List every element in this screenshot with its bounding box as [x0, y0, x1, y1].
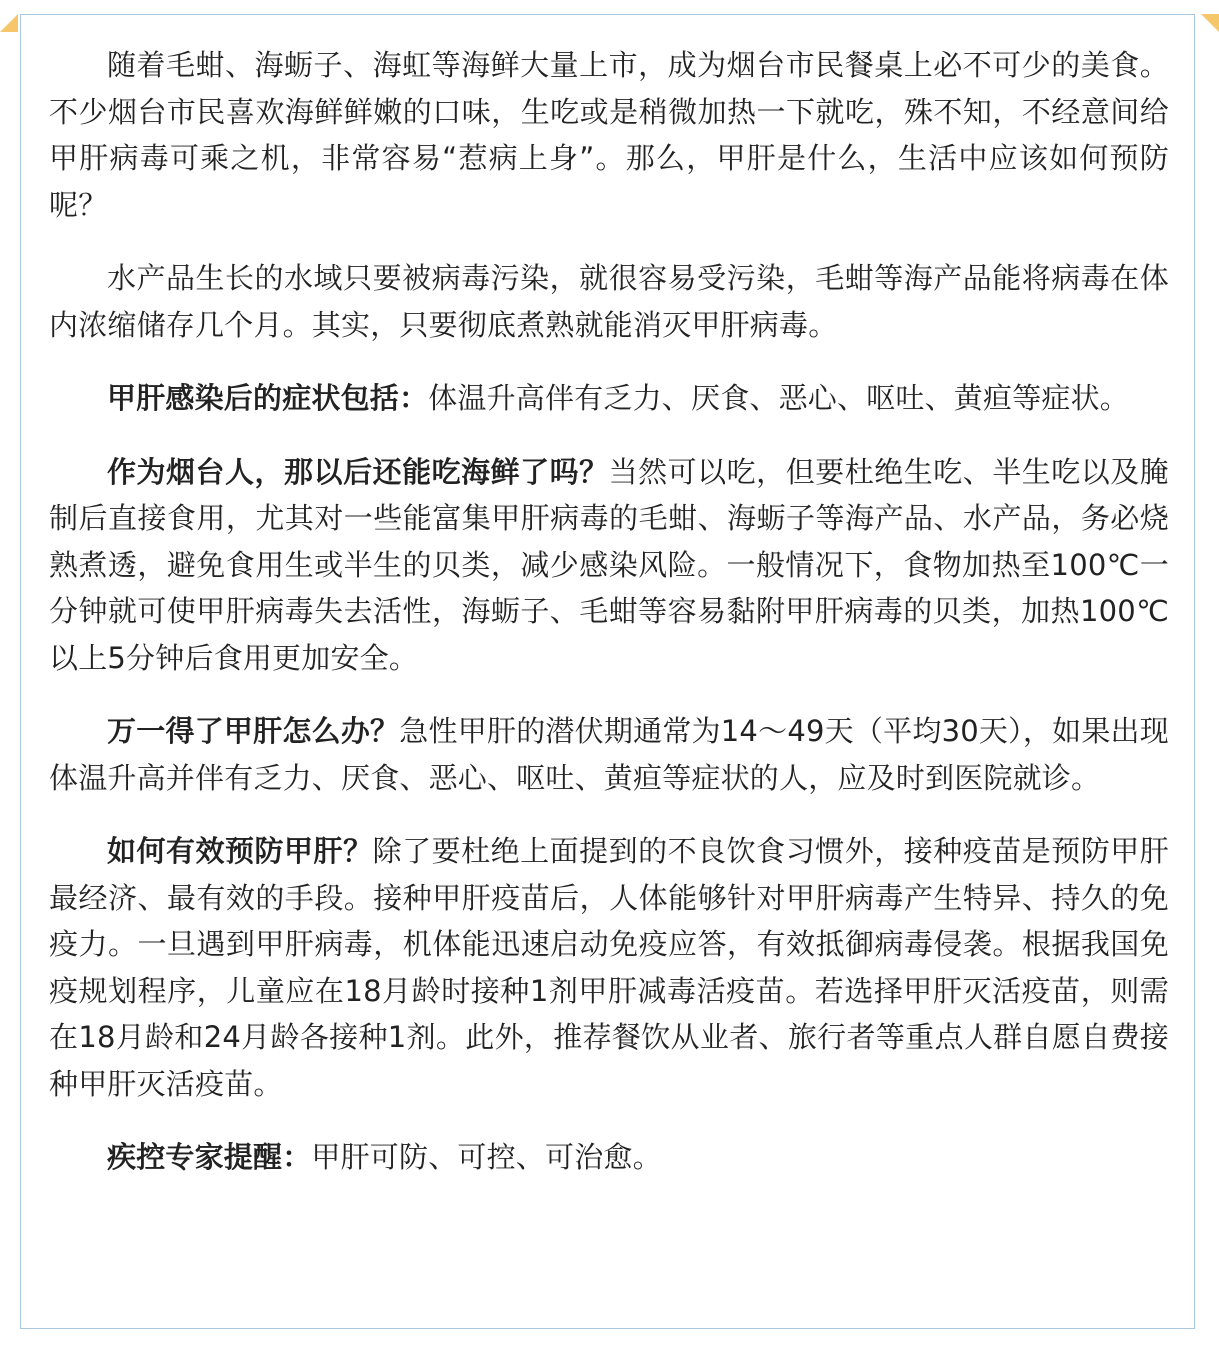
paragraph-expert-reminder	[49, 1134, 1169, 1181]
paragraph-symptoms	[49, 375, 1169, 422]
symptoms-heading: 甲肝感染后的症状包括：	[107, 381, 429, 415]
paragraph-prevention	[49, 828, 1169, 1107]
paragraph-seafood	[49, 449, 1169, 682]
treatment-question: 万一得了甲肝怎么办？	[107, 714, 400, 748]
symptoms-text: 体温升高伴有乏力、厌食、恶心、呕吐、黄疸等症状。	[428, 381, 1130, 415]
treatment-answer: 急性甲肝的潜伏期通常为14～49天（平均30天），如果出现体温升高并伴有乏力、厌食、恶心、呕吐、黄疸等症状的人，应及时到医院就诊。	[49, 714, 1169, 795]
reminder-text: 甲肝可防、可控、可治愈。	[311, 1140, 662, 1174]
prevention-answer: 除了要杜绝上面提到的不良饮食习惯外，接种疫苗是预防甲肝最经济、最有效的手段。接种甲肝疫苗后，人体能够针对甲肝病毒产生特异、持久的免疫力。一旦遇到甲肝病毒，机体能迅速启动免疫应答，有效抵御病毒侵袭。根据我国免疫规划程序，儿童应在18月龄时接种1剂甲肝减毒活疫苗。若选择甲肝灭活疫苗，则需在18月龄和24月龄各接种1剂。此外，推荐餐饮从业者、旅行者等重点人群自愿自费接种甲肝灭活疫苗。	[49, 834, 1169, 1101]
corner-decoration-right	[1201, 14, 1219, 32]
seafood-question: 作为烟台人，那以后还能吃海鲜了吗？	[107, 454, 609, 489]
paragraph-intro: 随着毛蚶、海蛎子、海虹等海鲜大量上市，成为烟台市民餐桌上必不可少的美食。不少烟台市民喜欢海鲜鲜嫩的口味，生吃或是稍微加热一下就吃，殊不知，不经意间给甲肝病毒可乘之机，非常容易“惹病上身”。那么，甲肝是什么，生活中应该如何预防呢？	[49, 48, 1169, 222]
paragraph-water-contamination: 水产品生长的水域只要被病毒污染，就很容易受污染，毛蚶等海产品能将病毒在体内浓缩储存几个月。其实，只要彻底煮熟就能消灭甲肝病毒。	[49, 261, 1169, 342]
paragraph-treatment	[49, 708, 1169, 801]
article-body	[49, 42, 1169, 1181]
corner-decoration-left	[0, 14, 18, 32]
reminder-heading: 疾控专家提醒：	[107, 1140, 312, 1174]
seafood-answer: 当然可以吃，但要杜绝生吃、半生吃以及腌制后直接食用，尤其对一些能富集甲肝病毒的毛蚶、海蛎子等海产品、水产品，务必烧熟煮透，避免食用生或半生的贝类，减少感染风险。一般情况下，食物加热至100℃一分钟就可使甲肝病毒失去活性，海蛎子、毛蚶等容易黏附甲肝病毒的贝类，加热100℃以上5分钟后食用更加安全。	[49, 454, 1169, 675]
prevention-question: 如何有效预防甲肝？	[107, 834, 373, 868]
